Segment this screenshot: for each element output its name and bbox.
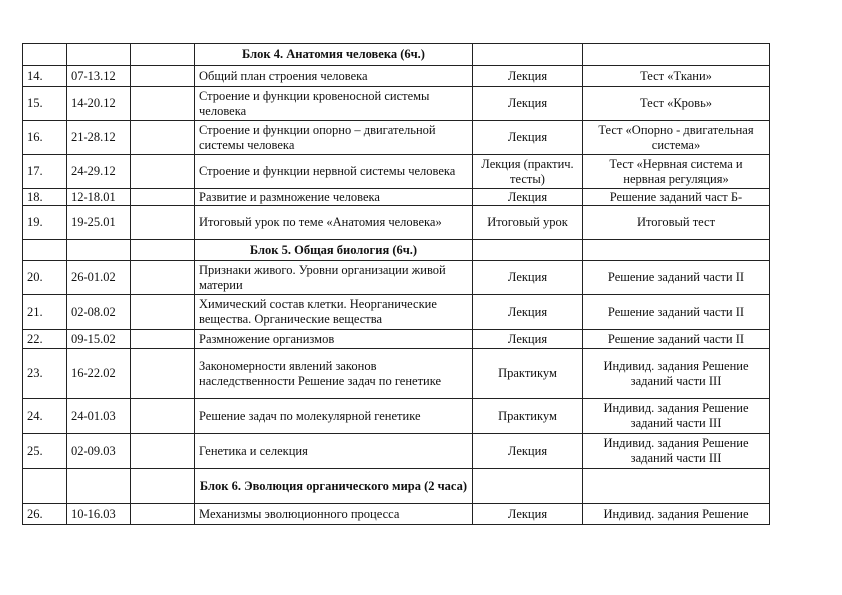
table-row (23, 121, 770, 155)
lesson-number: 22. (23, 330, 67, 349)
lesson-form: Лекция (практич. тесты) (473, 155, 583, 189)
empty-cell (23, 44, 67, 66)
lesson-dates: 02-08.02 (67, 295, 131, 330)
lesson-form: Лекция (473, 434, 583, 469)
lesson-dates: 02-09.03 (67, 434, 131, 469)
lesson-form: Лекция (473, 189, 583, 206)
empty-cell (131, 121, 195, 155)
lesson-number: 19. (23, 206, 67, 240)
empty-cell (131, 189, 195, 206)
lesson-control: Решение заданий части II (583, 295, 770, 330)
lesson-number: 14. (23, 66, 67, 87)
lesson-form: Итоговый урок (473, 206, 583, 240)
lesson-number: 24. (23, 399, 67, 434)
block-header-row (23, 240, 770, 261)
block-title: Блок 5. Общая биология (6ч.) (195, 240, 473, 261)
table-row (23, 295, 770, 330)
empty-cell (67, 44, 131, 66)
empty-cell (583, 469, 770, 504)
lesson-control: Индивид. задания Решение (583, 504, 770, 525)
lesson-number: 21. (23, 295, 67, 330)
empty-cell (583, 44, 770, 66)
empty-cell (131, 261, 195, 295)
lesson-topic: Механизмы эволюционного процесса (195, 504, 473, 525)
lesson-number: 18. (23, 189, 67, 206)
table-row (23, 330, 770, 349)
lesson-number: 17. (23, 155, 67, 189)
lesson-form: Практикум (473, 399, 583, 434)
lesson-topic: Генетика и селекция (195, 434, 473, 469)
lesson-control: Индивид. задания Решение заданий части III (583, 399, 770, 434)
empty-cell (131, 155, 195, 189)
lesson-control: Индивид. задания Решение заданий части III (583, 349, 770, 399)
lesson-dates: 09-15.02 (67, 330, 131, 349)
empty-cell (131, 349, 195, 399)
lesson-topic: Решение задач по молекулярной генетике (195, 399, 473, 434)
lesson-control: Тест «Ткани» (583, 66, 770, 87)
table-row (23, 189, 770, 206)
lesson-form: Лекция (473, 295, 583, 330)
empty-cell (131, 504, 195, 525)
table-row (23, 206, 770, 240)
lesson-topic: Развитие и размножение человека (195, 189, 473, 206)
empty-cell (23, 469, 67, 504)
table-row (23, 399, 770, 434)
lesson-topic: Размножение организмов (195, 330, 473, 349)
empty-cell (131, 434, 195, 469)
empty-cell (67, 240, 131, 261)
lesson-control: Тест «Нервная система и нервная регуляция» (583, 155, 770, 189)
lesson-form: Практикум (473, 349, 583, 399)
table-row (23, 434, 770, 469)
lesson-dates: 24-01.03 (67, 399, 131, 434)
table-row (23, 155, 770, 189)
lesson-form: Лекция (473, 87, 583, 121)
lesson-topic: Строение и функции нервной системы человека (195, 155, 473, 189)
empty-cell (473, 240, 583, 261)
block-title: Блок 4. Анатомия человека (6ч.) (195, 44, 473, 66)
lesson-control: Итоговый тест (583, 206, 770, 240)
empty-cell (583, 240, 770, 261)
table-row (23, 87, 770, 121)
lesson-topic: Закономерности явлений законов наследственности Решение задач по генетике (195, 349, 473, 399)
block-title: Блок 6. Эволюция органического мира (2 часа) (195, 469, 473, 504)
lesson-topic: Химический состав клетки. Неорганические вещества. Органические вещества (195, 295, 473, 330)
lesson-form: Лекция (473, 504, 583, 525)
lesson-topic: Итоговый урок по теме «Анатомия человека» (195, 206, 473, 240)
lesson-topic: Строение и функции кровеносной системы человека (195, 87, 473, 121)
empty-cell (473, 44, 583, 66)
lesson-control: Решение заданий части II (583, 261, 770, 295)
lesson-number: 26. (23, 504, 67, 525)
lesson-dates: 07-13.12 (67, 66, 131, 87)
lesson-control: Решение заданий част Б- (583, 189, 770, 206)
lesson-control: Индивид. задания Решение заданий части III (583, 434, 770, 469)
empty-cell (131, 240, 195, 261)
lesson-dates: 14-20.12 (67, 87, 131, 121)
lesson-number: 23. (23, 349, 67, 399)
empty-cell (67, 469, 131, 504)
lesson-topic: Признаки живого. Уровни организации живой материи (195, 261, 473, 295)
lesson-number: 25. (23, 434, 67, 469)
lesson-form: Лекция (473, 261, 583, 295)
empty-cell (131, 66, 195, 87)
lesson-form: Лекция (473, 66, 583, 87)
block-header-row (23, 469, 770, 504)
lesson-form: Лекция (473, 121, 583, 155)
lesson-topic: Строение и функции опорно – двигательной системы человека (195, 121, 473, 155)
lesson-dates: 19-25.01 (67, 206, 131, 240)
empty-cell (131, 330, 195, 349)
lesson-control: Решение заданий части II (583, 330, 770, 349)
lesson-dates: 26-01.02 (67, 261, 131, 295)
lesson-topic: Общий план строения человека (195, 66, 473, 87)
block-header-row (23, 44, 770, 66)
lesson-number: 16. (23, 121, 67, 155)
lesson-dates: 12-18.01 (67, 189, 131, 206)
empty-cell (131, 295, 195, 330)
empty-cell (131, 206, 195, 240)
empty-cell (473, 469, 583, 504)
lesson-control: Тест «Кровь» (583, 87, 770, 121)
empty-cell (131, 399, 195, 434)
lesson-number: 15. (23, 87, 67, 121)
lesson-dates: 21-28.12 (67, 121, 131, 155)
lesson-form: Лекция (473, 330, 583, 349)
empty-cell (23, 240, 67, 261)
table-row (23, 261, 770, 295)
lesson-dates: 10-16.03 (67, 504, 131, 525)
lesson-plan-table (22, 43, 770, 525)
empty-cell (131, 44, 195, 66)
empty-cell (131, 87, 195, 121)
lesson-dates: 16-22.02 (67, 349, 131, 399)
table-row (23, 504, 770, 525)
table-row (23, 349, 770, 399)
table-row (23, 66, 770, 87)
empty-cell (131, 469, 195, 504)
lesson-control: Тест «Опорно - двигательная система» (583, 121, 770, 155)
lesson-dates: 24-29.12 (67, 155, 131, 189)
lesson-number: 20. (23, 261, 67, 295)
